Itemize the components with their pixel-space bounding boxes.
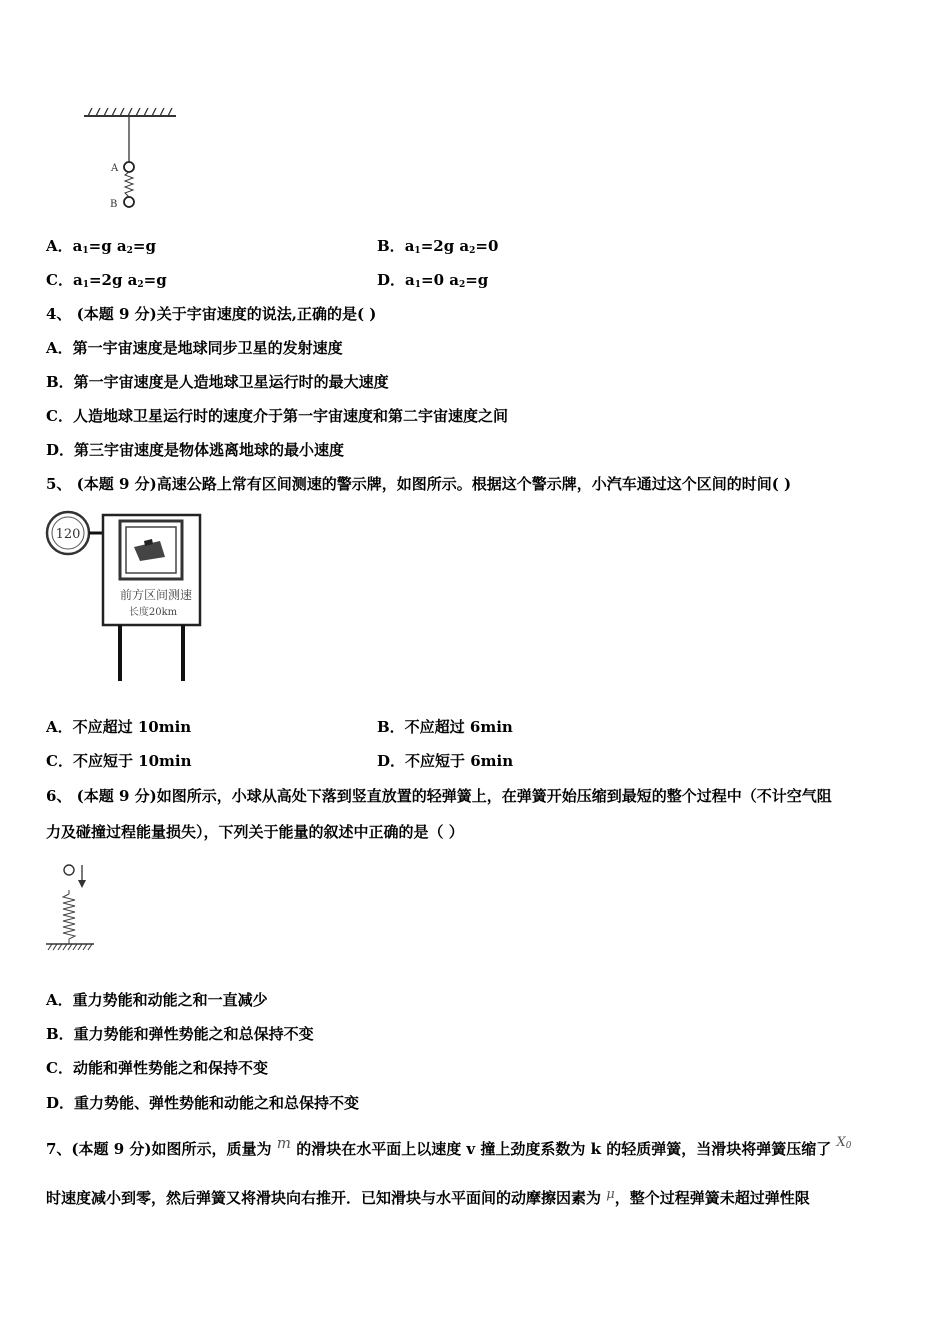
falling-ball	[64, 865, 74, 875]
q4-stem: 4、 (本题 9 分)关于宇宙速度的说法,正确的是( )	[46, 305, 377, 323]
sign-title: 前方区间测速	[119, 588, 193, 602]
x0-symbol: $X_0$	[836, 1135, 852, 1151]
q5-option-b: B．不应超过 6min	[377, 718, 513, 736]
q4-option-a: A．第一宇宙速度是地球同步卫星的发射速度	[46, 339, 343, 357]
q7-line1-part-b: 的滑块在水平面上以速度 v 撞上劲度系数为 k 的轻质弹簧，当滑块将弹簧压缩了	[290, 1140, 837, 1158]
q4-option-b: B．第一宇宙速度是人造地球卫星运行时的最大速度	[46, 373, 389, 391]
label-a: A	[111, 163, 119, 174]
q6-option-b: B．重力势能和弹性势能之和总保持不变	[46, 1025, 314, 1043]
q7-line2	[46, 1188, 810, 1210]
sign-post-left	[118, 625, 122, 681]
q7-line2-part-a: 时速度减小到零，然后弹簧又将滑块向右推开．已知滑块与水平面间的动摩擦因素为	[46, 1189, 607, 1207]
q6-figure	[0, 860, 950, 960]
q7-line1-part-a: 7、(本题 9 分)如图所示，质量为	[46, 1140, 277, 1158]
q3-option-b: B．$a_1=2g$ $a_2=0$	[377, 237, 499, 256]
q6-option-a: A．重力势能和动能之和一直减少	[46, 991, 268, 1009]
ground-hatch	[48, 944, 92, 950]
ceiling-hatch	[88, 108, 172, 116]
q6-stem-line1: 6、 (本题 9 分)如图所示，小球从高处下落到竖直放置的轻弹簧上，在弹簧开始压缩到最短的整个过程中（不计空气阻	[46, 787, 832, 805]
q6-stem-line2: 力及碰撞过程能量损失），下列关于能量的叙述中正确的是（ ）	[46, 823, 464, 841]
q5-sign-figure	[0, 505, 950, 705]
q6-option-c: C．动能和弹性势能之和保持不变	[46, 1059, 268, 1077]
q3-option-c: C．$a_1=2g$ $a_2=g$	[46, 271, 167, 290]
q4-option-d: D．第三宇宙速度是物体逃离地球的最小速度	[46, 441, 345, 459]
q3-option-d: D．$a_1=0$ $a_2=g$	[377, 271, 489, 290]
sign-post-right	[181, 625, 185, 681]
q4-option-c: C．人造地球卫星运行时的速度介于第一宇宙速度和第二宇宙速度之间	[46, 407, 508, 425]
mass-symbol: m	[276, 1134, 291, 1152]
vertical-spring	[63, 894, 75, 944]
q5-option-c: C．不应短于 10min	[46, 752, 192, 770]
fall-arrow-icon	[78, 880, 86, 888]
q5-stem: 5、 (本题 9 分)高速公路上常有区间测速的警示牌，如图所示。根据这个警示牌，小汽车通过这个区间的时间( )	[46, 475, 792, 493]
speed-limit-value: 120	[55, 527, 81, 542]
q6-option-d: D．重力势能、弹性势能和动能之和总保持不变	[46, 1094, 360, 1112]
q3-figure	[0, 0, 950, 230]
q5-option-a: A．不应超过 10min	[46, 718, 192, 736]
spring	[125, 172, 133, 197]
ball-b	[124, 197, 134, 207]
label-b: B	[110, 199, 118, 210]
sign-length: 长度20km	[128, 607, 178, 618]
q3-option-a: A．$a_1=g$ $a_2=g$	[46, 237, 156, 256]
mu-symbol: μ	[606, 1187, 615, 1202]
ball-a	[124, 162, 134, 172]
q7-line2-part-b: ，整个过程弹簧未超过弹性限	[614, 1189, 810, 1207]
q7-line1	[46, 1134, 852, 1164]
q5-option-d: D．不应短于 6min	[377, 752, 514, 770]
